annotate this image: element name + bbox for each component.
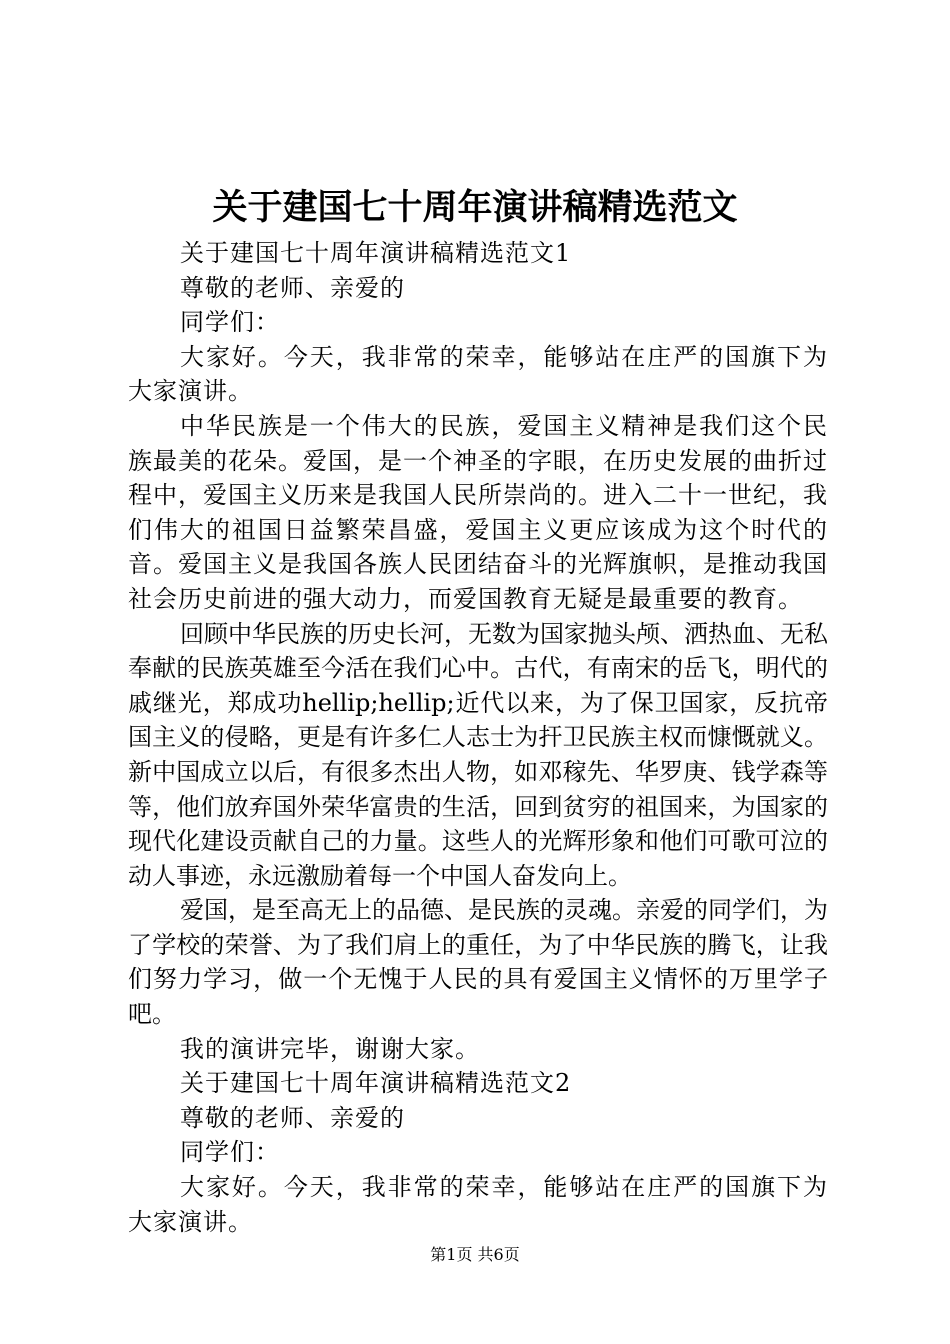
document-title: 关于建国七十周年演讲稿精选范文: [212, 188, 738, 228]
body-paragraph: 中华民族是一个伟大的民族，爱国主义精神是我们这个民族最美的花朵。爱国，是一个神圣的字眼，在历史发展的曲折过程中，爱国主义历来是我国人民所崇尚的。进入二十一世纪，我们伟大的祖国日益繁荣昌盛，爱国主义更应该成为这个时代的音。爱国主义是我国各族人民团结奋斗的光辉旗帜，是推动我国社会历史前进的强大动力，而爱国教育无疑是最重要的教育。: [128, 411, 828, 613]
section-heading: 关于建国七十周年演讲稿精选范文1: [180, 239, 572, 267]
salutation-line: 尊敬的老师、亲爱的: [180, 1103, 405, 1132]
salutation-line: 尊敬的老师、亲爱的: [180, 273, 405, 302]
salutation-line: 同学们：: [180, 1138, 280, 1167]
body-paragraph: 爱国，是至高无上的品德、是民族的灵魂。亲爱的同学们，为了学校的荣誉、为了我们肩上的重任，为了中华民族的腾飞，让我们努力学习，做一个无愧于人民的具有爱国主义情怀的万里学子吧。: [128, 896, 828, 1029]
body-paragraph: 大家好。今天，我非常的荣幸，能够站在庄严的国旗下为大家演讲。: [128, 1173, 828, 1236]
page-number-footer: 第1页 共6页: [430, 1245, 520, 1264]
body-paragraph: 大家好。今天，我非常的荣幸，能够站在庄严的国旗下为大家演讲。: [128, 342, 828, 406]
body-paragraph: 回顾中华民族的历史长河，无数为国家抛头颅、洒热血、无私奉献的民族英雄至今活在我们心中。古代，有南宋的岳飞，明代的戚继光，郑成功hellip;hellip;近代以来，为了保卫国家，反抗帝国主义的侵略，更是有许多仁人志士为扞卫民族主权而慷慨就义。新中国成立以后，有很多杰出人物，如邓稼先、华罗庚、钱学森等等，他们放弃国外荣华富贵的生活，回到贫穷的祖国来，为国家的现代化建设贡献自己的力量。这些人的光辉形象和他们可歌可泣的动人事迹，永远激励着每一个中国人奋发向上。: [128, 619, 828, 890]
salutation-line: 同学们：: [180, 308, 280, 337]
document-body: [128, 236, 828, 1239]
section-heading: 关于建国七十周年演讲稿精选范文2: [180, 1069, 572, 1098]
body-paragraph: 我的演讲完毕，谢谢大家。: [180, 1034, 480, 1063]
